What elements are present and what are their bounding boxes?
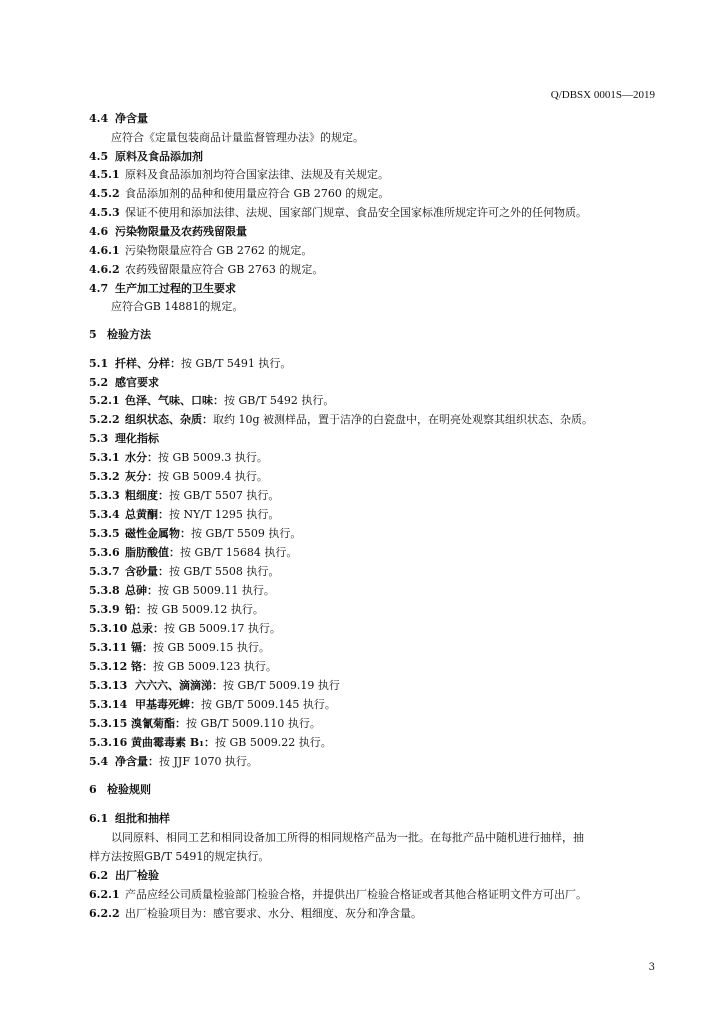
clause bbox=[89, 263, 323, 277]
test-item-method: 按 GB/T 5009.110 执行。 bbox=[186, 717, 321, 730]
test-item-number: 5.3.1 bbox=[89, 451, 120, 464]
test-item bbox=[89, 603, 264, 617]
paragraph: 样方法按照GB/T 5491的规定执行。 bbox=[89, 850, 270, 863]
clause bbox=[89, 168, 389, 182]
test-item bbox=[89, 622, 281, 636]
chapter-number: 5 bbox=[89, 328, 97, 341]
clause bbox=[89, 907, 422, 921]
section-heading bbox=[89, 376, 159, 390]
clause bbox=[89, 187, 389, 201]
test-item bbox=[89, 565, 279, 579]
test-item-method: 按 GB/T 5509 执行。 bbox=[191, 527, 302, 540]
clause-number: 5.4 bbox=[89, 755, 109, 768]
test-item-number: 5.3.9 bbox=[89, 603, 120, 616]
test-item-label: 溴氰菊酯： bbox=[131, 717, 186, 730]
section-number: 4.6 bbox=[89, 225, 109, 238]
section-number: 4.4 bbox=[89, 112, 109, 125]
section-heading bbox=[89, 869, 159, 883]
test-item-method: 按 GB 5009.123 执行。 bbox=[153, 660, 277, 673]
section-title: 出厂检验 bbox=[115, 869, 159, 882]
test-item bbox=[89, 679, 340, 693]
clause-text: 污染物限量应符合 GB 2762 的规定。 bbox=[125, 244, 313, 257]
test-item bbox=[89, 641, 270, 655]
clause bbox=[89, 394, 334, 408]
test-item-number: 5.3.12 bbox=[89, 660, 128, 673]
test-item bbox=[89, 527, 301, 541]
clause-number: 5.2.1 bbox=[89, 394, 120, 407]
test-item-label: 粗细度： bbox=[125, 489, 169, 502]
test-item bbox=[89, 698, 336, 712]
clause bbox=[89, 206, 587, 220]
chapter-title: 检验方法 bbox=[107, 328, 151, 341]
test-item-method: 按 GB 5009.4 执行。 bbox=[158, 470, 268, 483]
clause bbox=[89, 413, 593, 427]
section-number: 5.2 bbox=[89, 376, 109, 389]
clause-text: 原料及食品添加剂均符合国家法律、法规及有关规定。 bbox=[125, 168, 389, 181]
test-item-number: 5.3.2 bbox=[89, 470, 120, 483]
section-title: 原料及食品添加剂 bbox=[115, 150, 203, 163]
test-item bbox=[89, 508, 279, 522]
test-item-number: 5.3.10 bbox=[89, 622, 128, 635]
clause bbox=[89, 357, 291, 371]
test-item-label: 铬： bbox=[131, 660, 153, 673]
section-heading bbox=[89, 112, 148, 126]
test-item-number: 5.3.7 bbox=[89, 565, 120, 578]
test-item bbox=[89, 660, 277, 674]
test-item-method: 按 GB 5009.15 执行。 bbox=[153, 641, 270, 654]
section-title: 组批和抽样 bbox=[115, 812, 170, 825]
test-item-label: 总砷： bbox=[125, 584, 158, 597]
clause-text: 按 GB/T 5491 执行。 bbox=[181, 357, 292, 370]
clause-number: 5.2.2 bbox=[89, 413, 120, 426]
section-heading bbox=[89, 282, 236, 296]
section-heading bbox=[89, 432, 159, 446]
paragraph: 应符合GB 14881的规定。 bbox=[111, 300, 244, 313]
clause-label: 净含量： bbox=[115, 755, 159, 768]
test-item-number: 5.3.8 bbox=[89, 584, 120, 597]
document-code-header: Q/DBSX 0001S—2019 bbox=[550, 89, 655, 101]
test-item-label: 灰分： bbox=[125, 470, 158, 483]
test-item-number: 5.3.11 bbox=[89, 641, 128, 654]
test-item bbox=[89, 736, 332, 750]
test-item-method: 按 GB 5009.3 执行。 bbox=[158, 451, 268, 464]
test-item-label: 黄曲霉毒素 B₁： bbox=[131, 736, 215, 749]
test-item-method: 按 GB 5009.17 执行。 bbox=[164, 622, 281, 635]
test-item-number: 5.3.6 bbox=[89, 546, 120, 559]
section-title: 感官要求 bbox=[115, 376, 159, 389]
test-item bbox=[89, 546, 297, 560]
test-item-method: 按 GB/T 5009.19 执行 bbox=[223, 679, 340, 692]
test-item-label: 含砂量： bbox=[125, 565, 169, 578]
test-item-method: 按 GB 5009.22 执行。 bbox=[214, 736, 332, 749]
test-item-method: 按 GB 5009.11 执行。 bbox=[158, 584, 275, 597]
test-item-method: 按 NY/T 1295 执行。 bbox=[169, 508, 280, 521]
test-item-label: 水分： bbox=[125, 451, 158, 464]
clause-label: 扦样、分样： bbox=[115, 357, 181, 370]
clause-text: 出厂检验项目为：感官要求、水分、粗细度、灰分和净含量。 bbox=[125, 907, 422, 920]
test-item-label: 总汞： bbox=[131, 622, 164, 635]
clause bbox=[89, 755, 258, 769]
test-item-number: 5.3.13 bbox=[89, 679, 128, 692]
test-item bbox=[89, 489, 279, 503]
clause-text: 按 GB/T 5492 执行。 bbox=[224, 394, 335, 407]
test-item-label: 甲基毒死蜱： bbox=[135, 698, 201, 711]
test-item bbox=[89, 470, 268, 484]
chapter-number: 6 bbox=[89, 783, 97, 796]
clause-number: 5.1 bbox=[89, 357, 109, 370]
clause-label: 色泽、气味、口味： bbox=[125, 394, 224, 407]
test-item-number: 5.3.15 bbox=[89, 717, 128, 730]
section-number: 5.3 bbox=[89, 432, 109, 445]
paragraph: 应符合《定量包装商品计量监督管理办法》的规定。 bbox=[111, 131, 364, 144]
section-title: 净含量 bbox=[115, 112, 148, 125]
test-item bbox=[89, 584, 275, 598]
section-number: 4.5 bbox=[89, 150, 109, 163]
test-item-method: 按 GB/T 15684 执行。 bbox=[180, 546, 298, 559]
page-number: 3 bbox=[648, 962, 655, 973]
clause-text: 农药残留限量应符合 GB 2763 的规定。 bbox=[125, 263, 324, 276]
test-item-number: 5.3.3 bbox=[89, 489, 120, 502]
test-item-number: 5.3.16 bbox=[89, 736, 128, 749]
section-title: 理化指标 bbox=[115, 432, 159, 445]
clause-text: 保证不使用和添加法律、法规、国家部门规章、食品安全国家标准所规定许可之外的任何物质。 bbox=[125, 206, 587, 219]
clause-text: 按 JJF 1070 执行。 bbox=[159, 755, 258, 768]
clause-number: 6.2.2 bbox=[89, 907, 120, 920]
clause-text: 取约 10g 被测样品，置于洁净的白瓷盘中，在明亮处观察其组织状态、杂质。 bbox=[213, 413, 594, 426]
test-item bbox=[89, 717, 321, 731]
section-title: 污染物限量及农药残留限量 bbox=[115, 225, 247, 238]
test-item-label: 镉： bbox=[131, 641, 153, 654]
test-item-label: 六六六、滴滴涕： bbox=[135, 679, 223, 692]
clause-number: 6.2.1 bbox=[89, 888, 120, 901]
test-item-label: 总黄酮： bbox=[125, 508, 169, 521]
test-item-label: 脂肪酸值： bbox=[125, 546, 180, 559]
clause-number: 4.5.3 bbox=[89, 206, 120, 219]
clause-number: 4.6.2 bbox=[89, 263, 120, 276]
test-item-number: 5.3.4 bbox=[89, 508, 120, 521]
test-item-method: 按 GB/T 5508 执行。 bbox=[169, 565, 280, 578]
test-item-method: 按 GB/T 5009.145 执行。 bbox=[201, 698, 336, 711]
test-item-label: 铅： bbox=[125, 603, 147, 616]
section-heading bbox=[89, 225, 247, 239]
clause bbox=[89, 244, 312, 258]
section-number: 6.2 bbox=[89, 869, 109, 882]
clause-number: 4.5.1 bbox=[89, 168, 120, 181]
clause-number: 4.6.1 bbox=[89, 244, 120, 257]
test-item-method: 按 GB 5009.12 执行。 bbox=[147, 603, 264, 616]
test-item-label: 磁性金属物： bbox=[125, 527, 191, 540]
paragraph: 以同原料、相同工艺和相同设备加工所得的相同规格产品为一批。在每批产品中随机进行抽样，抽 bbox=[111, 831, 584, 844]
clause-text: 产品应经公司质量检验部门检验合格，并提供出厂检验合格证或者其他合格证明文件方可出厂。 bbox=[125, 888, 587, 901]
section-heading bbox=[89, 812, 170, 826]
clause-text: 食品添加剂的品种和使用量应符合 GB 2760 的规定。 bbox=[125, 187, 390, 200]
section-title: 生产加工过程的卫生要求 bbox=[115, 282, 236, 295]
chapter-title: 检验规则 bbox=[107, 783, 151, 796]
test-item-method: 按 GB/T 5507 执行。 bbox=[169, 489, 280, 502]
chapter-heading bbox=[89, 328, 151, 342]
section-number: 4.7 bbox=[89, 282, 109, 295]
clause-number: 4.5.2 bbox=[89, 187, 120, 200]
clause-label: 组织状态、杂质： bbox=[125, 413, 213, 426]
test-item-number: 5.3.5 bbox=[89, 527, 120, 540]
test-item bbox=[89, 451, 268, 465]
section-heading bbox=[89, 150, 203, 164]
chapter-heading bbox=[89, 783, 151, 797]
clause bbox=[89, 888, 587, 902]
section-number: 6.1 bbox=[89, 812, 109, 825]
test-item-number: 5.3.14 bbox=[89, 698, 128, 711]
